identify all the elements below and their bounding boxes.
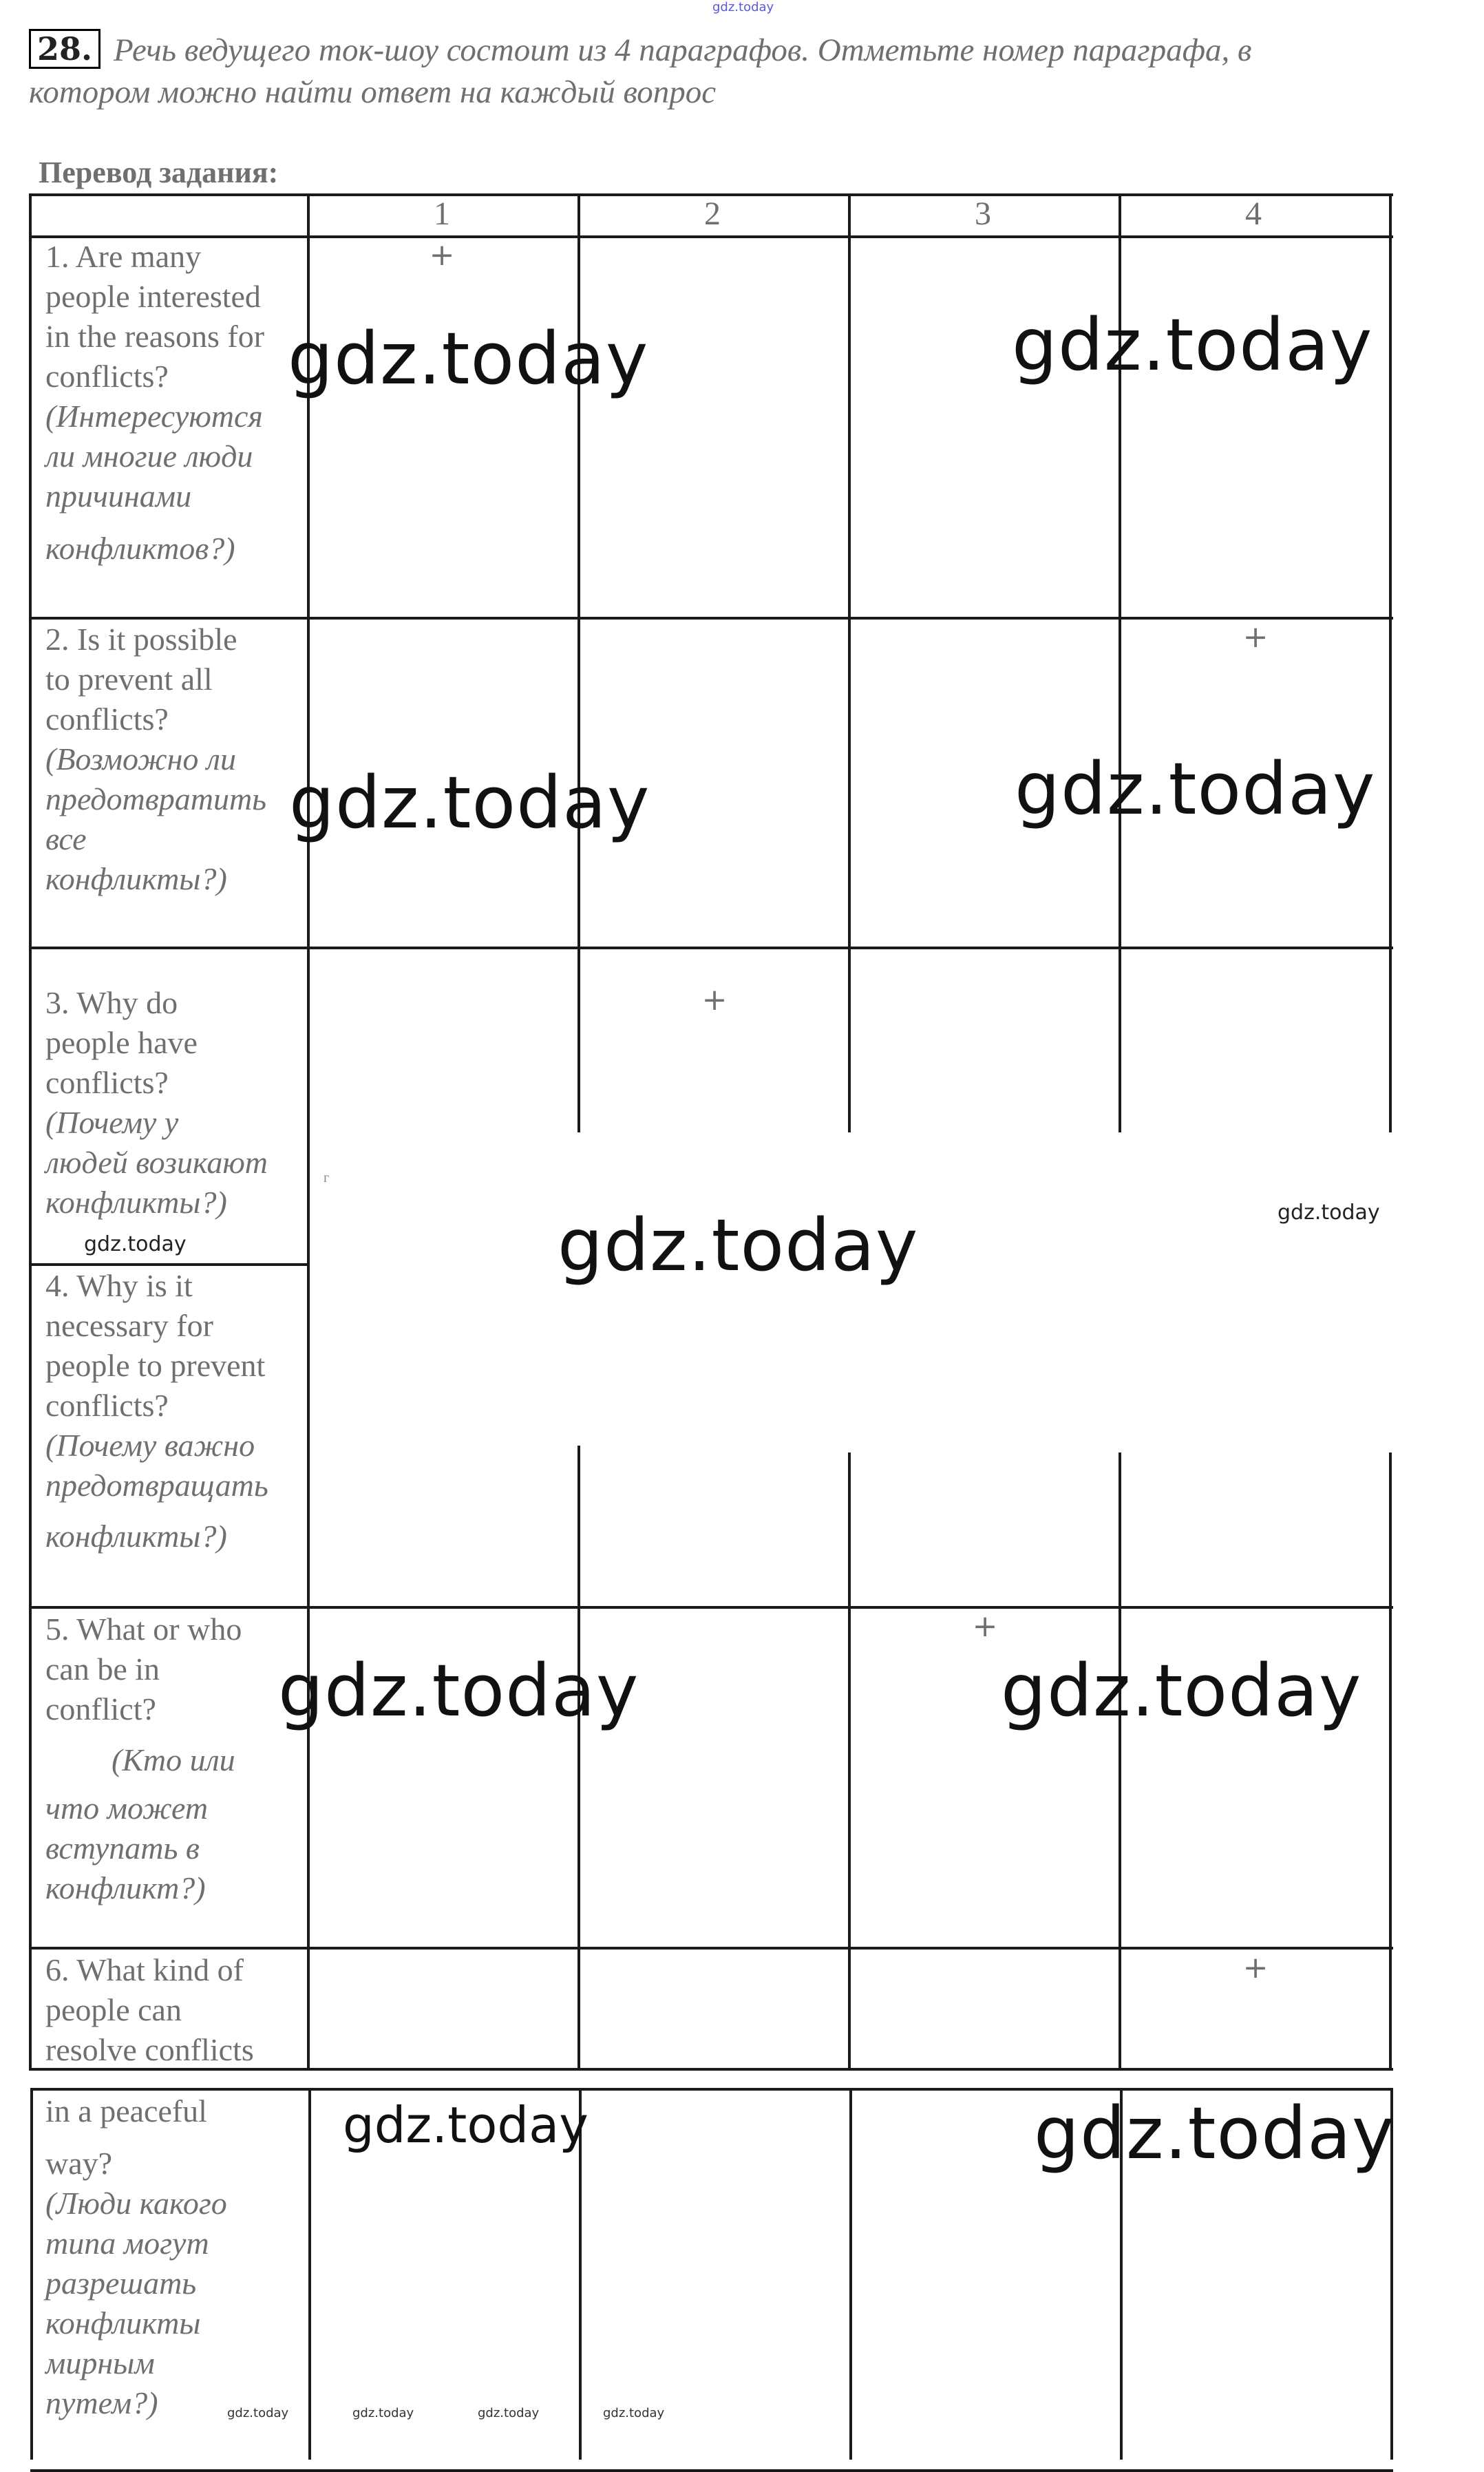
- watermark: gdz.today: [1034, 2091, 1395, 2175]
- question-1-ru-line: (Интересуются: [45, 399, 263, 434]
- watermark: gdz.today: [289, 761, 650, 845]
- table-line: [1389, 193, 1392, 949]
- question-5-en-line: can be in: [45, 1651, 160, 1687]
- task-line-2: котором можно найти ответ на каждый вопрос: [29, 74, 717, 110]
- column-header-4: 4: [1245, 196, 1262, 232]
- question-6-cont-en-line: way?: [45, 2146, 113, 2181]
- question-1-en-line: 1. Are many: [45, 239, 202, 274]
- question-2-ru-line: (Возможно ли: [45, 741, 236, 777]
- stray-mark: г: [324, 1170, 330, 1185]
- question-5-ru-line: что может: [45, 1790, 209, 1826]
- table-line: [848, 1606, 851, 2071]
- question-6-en-line: 6. What kind of: [45, 1952, 244, 1987]
- question-5-en-line: 5. What or who: [45, 1612, 242, 1647]
- question-1-en-line: in the reasons for: [45, 319, 265, 354]
- question-6: [45, 1950, 300, 2070]
- question-5-en-line: conflict?: [45, 1691, 156, 1726]
- table-line: [849, 2088, 852, 2460]
- watermark: gdz.today: [1001, 1649, 1362, 1733]
- answer-mark-row-1-col-1: +: [429, 237, 455, 273]
- question-1-ru-line: ли многие люди: [45, 439, 253, 474]
- table-line: [1389, 1606, 1392, 2071]
- table-line: [577, 1446, 580, 1609]
- question-6-cont-en-line: in a peaceful: [45, 2093, 207, 2128]
- watermark: gdz.today: [1012, 303, 1373, 387]
- table-line: [848, 193, 851, 949]
- question-6-en-line: resolve conflicts: [45, 2032, 254, 2067]
- table-line: [577, 947, 580, 1132]
- question-1-en-line: people interested: [45, 279, 261, 314]
- question-4-en-line: 4. Why is it: [45, 1268, 193, 1303]
- question-5-ru-line: вступать в: [45, 1830, 200, 1866]
- question-6-en-line: people can: [45, 1992, 182, 2027]
- table-line: [30, 2088, 33, 2460]
- question-1-ru-line: причинами: [45, 478, 192, 514]
- question-3: [45, 983, 300, 1223]
- table-line: [29, 193, 32, 949]
- question-3-en-line: conflicts?: [45, 1065, 169, 1100]
- table-line: [1389, 1452, 1392, 1609]
- task-line-1: Речь ведущего ток-шоу состоит из 4 параграфов. Отметьте номер параграфа, в: [114, 32, 1252, 68]
- question-6-cont-ru-line: типа могут: [45, 2226, 209, 2261]
- table-line: [1119, 1452, 1121, 1609]
- question-1: [45, 237, 300, 569]
- question-6-cont-ru-line: путем?): [45, 2385, 158, 2420]
- question-2-ru-line: конфликты?): [45, 861, 227, 896]
- question-3-ru-line: конфликты?): [45, 1185, 227, 1220]
- question-4-ru-line: (Почему важно: [45, 1428, 255, 1463]
- task-text: [0, 0, 1302, 138]
- table-line: [29, 947, 32, 1609]
- column-header-2: 2: [704, 196, 721, 232]
- answer-mark-row-5-col-3: +: [972, 1609, 998, 1644]
- question-3-en-line: people have: [45, 1025, 198, 1060]
- answer-mark-row-2-col-4: +: [1242, 620, 1269, 655]
- answer-mark-row-6-col-4: +: [1242, 1950, 1269, 1985]
- question-4-en-line: conflicts?: [45, 1388, 169, 1423]
- question-6-continued: [45, 2091, 300, 2423]
- task-number: 28.: [29, 29, 100, 69]
- question-4-en-line: people to prevent: [45, 1348, 266, 1383]
- question-4-ru-line: предотвращать: [45, 1468, 268, 1503]
- question-3-en-line: 3. Why do: [45, 985, 178, 1020]
- answer-mark-row-3-col-2: +: [701, 982, 728, 1017]
- table-line: [30, 2469, 1393, 2472]
- question-4-en-line: necessary for: [45, 1308, 213, 1343]
- table-line: [29, 947, 1393, 949]
- table-line: [29, 1606, 32, 2071]
- table-line: [30, 2088, 1393, 2091]
- table-line: [29, 1947, 1393, 1950]
- question-6-cont-ru-line: мирным: [45, 2345, 155, 2380]
- question-5-ru-line: (Кто или: [112, 1742, 235, 1777]
- table-line: [848, 947, 851, 1132]
- watermark-tiny: gdz.today: [352, 2406, 414, 2420]
- table-line: [308, 2088, 311, 2460]
- question-2-en-line: conflicts?: [45, 701, 169, 737]
- question-4: [45, 1266, 300, 1556]
- watermark-tiny: gdz.today: [478, 2406, 540, 2420]
- table-line: [1119, 947, 1121, 1132]
- question-5-ru-line: конфликт?): [45, 1870, 206, 1905]
- table-line: [29, 1606, 1393, 1609]
- watermark: gdz.today: [1015, 747, 1376, 831]
- watermark-small: gdz.today: [84, 1232, 187, 1256]
- question-1-en-line: conflicts?: [45, 359, 169, 394]
- table-line: [1389, 947, 1392, 1132]
- question-6-cont-ru-line: конфликты: [45, 2305, 201, 2341]
- question-1-ru-line: конфликтов?): [45, 531, 235, 566]
- question-3-ru-line: людей возикают: [45, 1145, 268, 1180]
- table-line: [848, 1452, 851, 1609]
- column-header-1: 1: [434, 196, 450, 232]
- watermark-tiny: gdz.today: [603, 2406, 665, 2420]
- watermark: gdz.today: [278, 1649, 639, 1733]
- watermark: gdz.today: [288, 317, 649, 401]
- question-3-ru-line: (Почему у: [45, 1105, 179, 1140]
- question-5: [45, 1609, 300, 1908]
- watermark-small: gdz.today: [1278, 1201, 1380, 1225]
- watermark-top: gdz.today: [712, 0, 774, 14]
- table-line: [307, 947, 310, 1609]
- question-6-cont-ru-line: (Люди какого: [45, 2186, 227, 2221]
- question-2-en-line: to prevent all: [45, 662, 213, 697]
- question-2: [45, 620, 300, 899]
- watermark-tiny: gdz.today: [227, 2406, 289, 2420]
- question-2-ru-line: предотвратить: [45, 781, 267, 816]
- question-2-ru-line: все: [45, 821, 87, 856]
- translation-heading: Перевод задания:: [39, 156, 279, 189]
- watermark: gdz.today: [343, 2096, 589, 2154]
- question-6-cont-ru-line: разрешать: [45, 2265, 197, 2301]
- watermark: gdz.today: [558, 1203, 919, 1287]
- question-2-en-line: 2. Is it possible: [45, 622, 237, 657]
- column-header-3: 3: [975, 196, 991, 232]
- question-4-ru-line: конфликты?): [45, 1519, 227, 1554]
